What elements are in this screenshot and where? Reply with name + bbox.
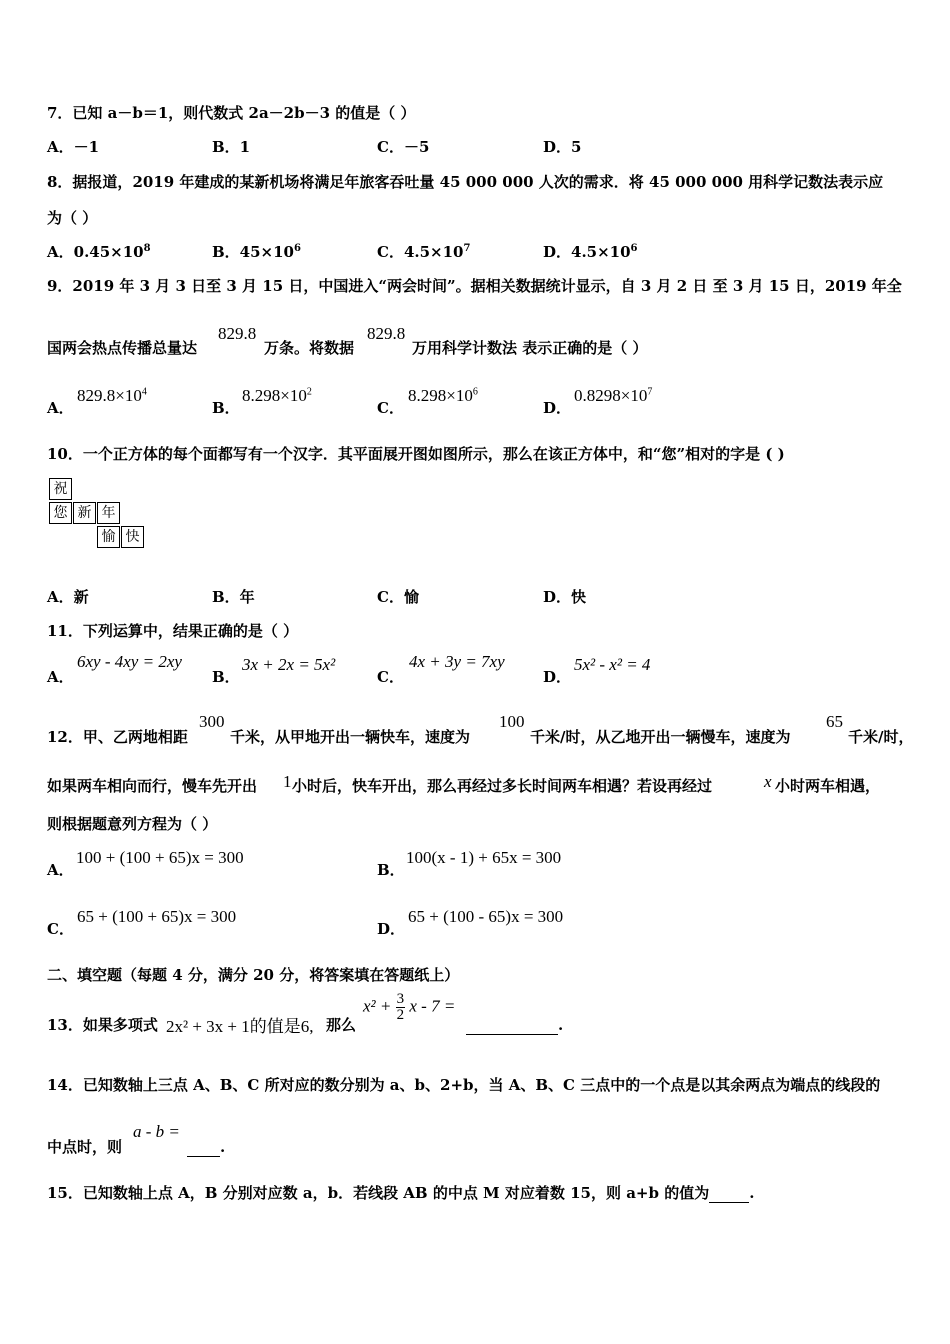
- net-cell-yu: 愉: [97, 526, 120, 548]
- q10-option-d: D．快: [543, 588, 587, 606]
- q12-line2-b: 小时后，快车开出，那么再经过多长时间两车相遇？若设再经过: [292, 777, 713, 795]
- q9-option-d-label: D．: [543, 399, 572, 417]
- net-cell-nian: 年: [97, 502, 120, 524]
- q13-expr2: x² + $\frac{3}{2}$ x - 7 =: [363, 991, 456, 1023]
- q10-option-b: B．年: [212, 588, 255, 606]
- q13-answer-blank[interactable]: [466, 1018, 558, 1035]
- q8-option-c: C．$4.5\times 10^7$: [377, 243, 471, 261]
- q12-option-b-label: B．: [377, 861, 405, 879]
- q9-option-c-expr: $8.298\times 10^6$: [408, 386, 478, 405]
- net-cell-nin: 您: [49, 502, 72, 524]
- q12-line3: 则根据题意列方程为（ ）: [47, 815, 218, 833]
- q14-line2-a: 中点时，则: [47, 1138, 123, 1156]
- q12-option-a-label: A．: [47, 861, 74, 879]
- q15-line: 15．已知数轴上点 A，B 分别对应数 a，b．若线段 AB 的中点 M 对应着数 15，则 a+b 的值为 .: [47, 1184, 755, 1202]
- q11-option-a-expr: 6xy - 4xy = 2xy: [77, 652, 182, 671]
- q13-answer: .: [466, 1015, 563, 1035]
- q9-value-1: 829.8: [218, 324, 257, 343]
- q9-option-d-expr: $0.8298\times 10^7$: [574, 386, 653, 405]
- q12-line2-c: 小时两车相遇，: [775, 777, 881, 795]
- q7-option-d: D．5: [543, 138, 582, 156]
- q7-option-b: B．1: [212, 138, 251, 156]
- q15-answer-blank[interactable]: [709, 1186, 749, 1203]
- q11-option-d-label: D．: [543, 668, 572, 686]
- q11-option-c-label: C．: [377, 668, 404, 686]
- q9-stem-line2c: 万用科学计数法 表示正确的是（ ）: [412, 339, 648, 357]
- net-cell-zhu: 祝: [49, 478, 72, 500]
- q8-stem-line2: 为（ ）: [47, 209, 98, 227]
- q13-fraction: $\frac{3}{2}$: [396, 991, 405, 1023]
- q8-option-a: A．$0.45\times 10^8$: [47, 243, 151, 261]
- q13-expr1: 2x² + 3x + 1的值是6,: [166, 1017, 314, 1036]
- q9-stem-line1: 9．2019 年 3 月 3 日至 3 月 15 日，中国进入“两会时间”。据相关数据统计显示，自 3 月 2 日 至 3 月 15 日，2019 年全: [47, 277, 902, 295]
- q12-speed-fast: 100: [499, 712, 525, 731]
- q11-option-b-expr: 3x + 2x = 5x²: [242, 655, 336, 674]
- q7-stem: 7．已知 a－b＝1，则代数式 2a－2b－3 的值是（ ）: [47, 104, 416, 122]
- q12-option-d-expr: 65 + (100 - 65)x = 300: [408, 907, 564, 926]
- q12-option-b-expr: 100(x - 1) + 65x = 300: [406, 848, 562, 867]
- net-cell-xin: 新: [73, 502, 96, 524]
- q12-option-d-label: D．: [377, 920, 406, 938]
- q12-line1-b: 千米，从甲地开出一辆快车，速度为: [230, 728, 471, 746]
- q13-line-a: 13．如果多项式: [47, 1016, 158, 1034]
- q14-answer: .: [187, 1137, 225, 1157]
- q13-line-b: 那么: [326, 1016, 357, 1034]
- q12-speed-slow: 65: [826, 712, 843, 731]
- q7-option-c: C．－5: [377, 138, 430, 156]
- q9-option-a-expr: $829.8\times 10^4$: [77, 386, 147, 405]
- q12-x-var: x: [764, 772, 772, 791]
- section-heading-fill-in: 二、填空题（每题 4 分，满分 20 分，将答案填在答题纸上）: [47, 966, 460, 984]
- q14-line1: 14．已知数轴上三点 A、B、C 所对应的数分别为 a、b、2+b，当 A、B、C 三点中的一个点是以其余两点为端点的线段的: [47, 1076, 881, 1094]
- q10-stem: 10．一个正方体的每个面都写有一个汉字．其平面展开图如图所示，那么在该正方体中，和“您”相对的字是 ( ): [47, 445, 785, 463]
- q7-option-a: A．－1: [47, 138, 100, 156]
- q12-option-a-expr: 100 + (100 + 65)x = 300: [76, 848, 244, 867]
- q10-option-c: C．愉: [377, 588, 419, 606]
- q9-option-b-expr: $8.298\times 10^2$: [242, 386, 312, 405]
- q12-option-c-expr: 65 + (100 + 65)x = 300: [77, 907, 237, 926]
- q14-expr: a - b =: [133, 1122, 180, 1141]
- net-cell-kuai: 快: [121, 526, 144, 548]
- q12-line1-a: 12．甲、乙两地相距: [47, 728, 188, 746]
- q9-stem-line2b: 万条。将数据: [264, 339, 355, 357]
- q9-option-c-label: C．: [377, 399, 404, 417]
- q11-option-c-expr: 4x + 3y = 7xy: [409, 652, 505, 671]
- q8-option-b: B．$45\times 10^6$: [212, 243, 301, 261]
- q11-option-a-label: A．: [47, 668, 74, 686]
- q11-option-d-expr: 5x² - x² = 4: [574, 655, 651, 674]
- q9-value-2: 829.8: [367, 324, 406, 343]
- q9-stem-line2a: 国两会热点传播总量达: [47, 339, 198, 357]
- q11-option-b-label: B．: [212, 668, 240, 686]
- cube-net-figure: [49, 478, 149, 552]
- q9-option-b-label: B．: [212, 399, 240, 417]
- q10-option-a: A．新: [47, 588, 89, 606]
- q12-distance: 300: [199, 712, 225, 731]
- q9-option-a-label: A．: [47, 399, 74, 417]
- q8-option-d: D．$4.5\times 10^6$: [543, 243, 638, 261]
- q14-answer-blank[interactable]: [187, 1140, 220, 1157]
- q12-line2-a: 如果两车相向而行，慢车先开出: [47, 777, 258, 795]
- q11-stem: 11．下列运算中，结果正确的是（ ）: [47, 622, 299, 640]
- q12-line1-c: 千米/时，从乙地开出一辆慢车，速度为: [530, 728, 791, 746]
- q12-one: 1: [283, 772, 292, 791]
- q12-line1-d: 千米/时，: [848, 728, 914, 746]
- q8-stem-line1: 8．据报道，2019 年建成的某新机场将满足年旅客吞吐量 45 000 000 人次的需求．将 45 000 000 用科学记数法表示应: [47, 173, 884, 191]
- q12-option-c-label: C．: [47, 920, 74, 938]
